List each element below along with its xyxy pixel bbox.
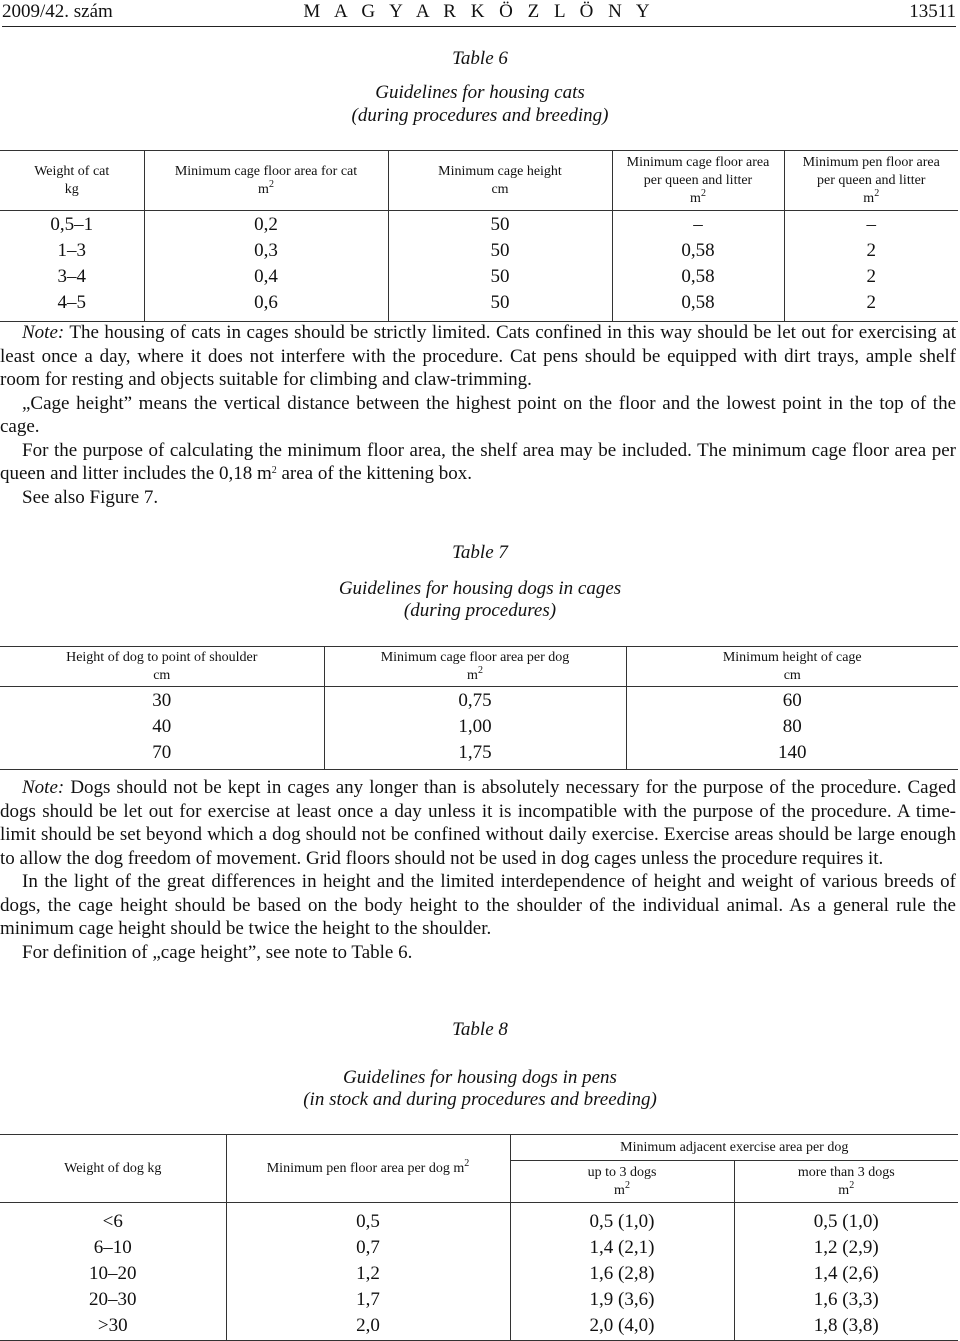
table7-header-dog-height: Height of dog to point of shoulder cm — [0, 647, 324, 687]
table-row — [0, 289, 958, 321]
table-cell: 0,7 — [226, 1234, 510, 1260]
table-cell: 1,6 (2,8) — [510, 1260, 734, 1286]
table-cell: 80 — [626, 713, 958, 739]
table-cell: 0,3 — [144, 237, 388, 263]
table8-header-more-than-3-dogs: more than 3 dogs $m^2$ — [734, 1161, 958, 1203]
table-row — [0, 687, 958, 714]
table-cell: 2,0 (4,0) — [510, 1312, 734, 1340]
table-cell: 2 — [784, 289, 958, 321]
table7-note — [0, 776, 956, 964]
table7-label: Table 7 — [452, 542, 508, 563]
page-number: 13511 — [909, 1, 956, 22]
table-cell: – — [784, 211, 958, 238]
table-cell: 50 — [388, 237, 612, 263]
table-cell: 1,8 (3,8) — [734, 1312, 958, 1340]
table-cell: 1,75 — [324, 739, 626, 769]
note-paragraph: „Cage height” means the vertical distance between the highest point on the floor and the lowest point in the top of the cage. — [0, 392, 956, 437]
issue-number: 2009/42. szám — [2, 1, 113, 22]
table-cell: 4–5 — [0, 289, 144, 321]
table-cell: 1,00 — [324, 713, 626, 739]
table-cell: 50 — [388, 289, 612, 321]
table-cell: <6 — [0, 1203, 226, 1235]
table-cell: 20–30 — [0, 1286, 226, 1312]
table8-header-weight: Weight of dog kg — [0, 1135, 226, 1203]
table-cell: 2 — [784, 263, 958, 289]
note-label: Note: — [22, 322, 65, 343]
table-row — [0, 1203, 958, 1235]
table-cell: 1,2 — [226, 1260, 510, 1286]
table-cell: 50 — [388, 263, 612, 289]
table-cell: 6–10 — [0, 1234, 226, 1260]
note-paragraph: For definition of „cage height”, see note to Table 6. — [22, 941, 413, 963]
table8-header-exercise-area: Minimum adjacent exercise area per dog — [510, 1135, 958, 1161]
table6-subtitle: (during procedures and breeding) — [351, 105, 609, 126]
table-cell: 1,9 (3,6) — [510, 1286, 734, 1312]
table-row — [0, 211, 958, 238]
table-row — [0, 1286, 958, 1312]
table-cell: 0,75 — [324, 687, 626, 714]
table-cell: 1,2 (2,9) — [734, 1234, 958, 1260]
table8 — [0, 1134, 958, 1341]
table6-header-queen-cage-floor: Minimum cage floor area per queen and litter $m^2$ — [612, 151, 784, 211]
table-cell: 0,58 — [612, 289, 784, 321]
table-row — [0, 1234, 958, 1260]
table6-header-queen-pen-floor: Minimum pen floor area per queen and litter $m^2$ — [784, 151, 958, 211]
table-cell: 30 — [0, 687, 324, 714]
table-cell: 0,5 (1,0) — [734, 1203, 958, 1235]
table8-label: Table 8 — [452, 1019, 508, 1040]
table7-header-row — [0, 647, 958, 687]
note-paragraph: Note: Dogs should not be kept in cages any longer than is absolutely necessary for the purpose of the procedure. Caged dogs should be let out for exercise at least once a day unless it is incompatible with the purpose of the procedure. A time-limit should be set beyond which a dog should not be confined without daily exercise. Exercise areas should be large enough to allow the dog freedom of movement. Grid floors should not be used in dog cages unless the procedure requires it. — [0, 777, 957, 869]
table-row — [0, 237, 958, 263]
table8-header-row — [0, 1135, 958, 1161]
table7 — [0, 646, 958, 770]
table7-subtitle: (during procedures) — [403, 600, 557, 621]
table8-title: Guidelines for housing dogs in pens — [343, 1067, 617, 1088]
table6-note — [0, 321, 956, 509]
table7-title: Guidelines for housing dogs in cages — [338, 578, 622, 599]
table-cell: 1,4 (2,1) — [510, 1234, 734, 1260]
table-cell: 140 — [626, 739, 958, 769]
table-cell: 1,7 — [226, 1286, 510, 1312]
table-cell: 0,2 — [144, 211, 388, 238]
table8-header-up-to-3-dogs: up to 3 dogs $m^2$ — [510, 1161, 734, 1203]
running-head — [2, 0, 956, 27]
table6-label: Table 6 — [452, 48, 508, 69]
table-cell: 1,6 (3,3) — [734, 1286, 958, 1312]
table-cell: 0,58 — [612, 263, 784, 289]
note-paragraph: Note: The housing of cats in cages should be strictly limited. Cats confined in this way should be let out for exercising at least once a day, where it does not interfere with the procedure. Cat pens should be equipped with dirt trays, ample shelf room for resting and objects suitable for climbing and claw-trimming. — [0, 322, 956, 390]
table-cell: 3–4 — [0, 263, 144, 289]
table6 — [0, 150, 958, 322]
table-row — [0, 1312, 958, 1340]
table-cell: 70 — [0, 739, 324, 769]
table6-header-cage-height: Minimum cage height cm — [388, 151, 612, 211]
publication-title: M A G Y A R K Ö Z L Ö N Y — [303, 1, 655, 22]
table-cell: 40 — [0, 713, 324, 739]
table-cell: 10–20 — [0, 1260, 226, 1286]
table6-header-weight: Weight of cat kg — [0, 151, 144, 211]
table-cell: 0,5 (1,0) — [510, 1203, 734, 1235]
table-cell: 1,4 (2,6) — [734, 1260, 958, 1286]
table-row — [0, 1260, 958, 1286]
table6-header-row — [0, 151, 958, 211]
table-row — [0, 739, 958, 769]
table-row — [0, 263, 958, 289]
table-cell: 0,5 — [226, 1203, 510, 1235]
table8-subtitle: (in stock and during procedures and breeding) — [303, 1089, 657, 1110]
table-cell: 50 — [388, 211, 612, 238]
table-row — [0, 713, 958, 739]
table-cell: 2,0 — [226, 1312, 510, 1340]
table-cell: 0,4 — [144, 263, 388, 289]
table-cell: 1–3 — [0, 237, 144, 263]
table-cell: 2 — [784, 237, 958, 263]
table-cell: – — [612, 211, 784, 238]
note-paragraph: See also Figure 7. — [22, 486, 159, 508]
table6-title: Guidelines for housing cats — [375, 82, 585, 103]
table-cell: 0,5–1 — [0, 211, 144, 238]
table-cell: >30 — [0, 1312, 226, 1340]
table-cell: 0,58 — [612, 237, 784, 263]
table-cell: 0,6 — [144, 289, 388, 321]
note-paragraph: In the light of the great differences in height and the limited interdependence of height and weight of various breeds of dogs, the cage height should be based on the body height to the shoulder of the individual animal. As a general rule the minimum cage height should be twice the height to the shoulder. — [0, 871, 956, 939]
table7-header-cage-height: Minimum height of cage cm — [626, 647, 958, 687]
table6-header-cage-floor: Minimum cage floor area for cat $m^2$ — [144, 151, 388, 211]
table8-header-pen-floor: Minimum pen floor area per dog $m^2$ — [226, 1135, 510, 1203]
table-cell: 60 — [626, 687, 958, 714]
note-paragraph: For the purpose of calculating the minimum floor area, the shelf area may be included. The minimum cage floor area per queen and litter includes the 0,18 $m^2$ area of the kittening box. — [0, 439, 956, 484]
note-label: Note: — [22, 777, 65, 798]
table7-header-cage-floor: Minimum cage floor area per dog $m^2$ — [324, 647, 626, 687]
